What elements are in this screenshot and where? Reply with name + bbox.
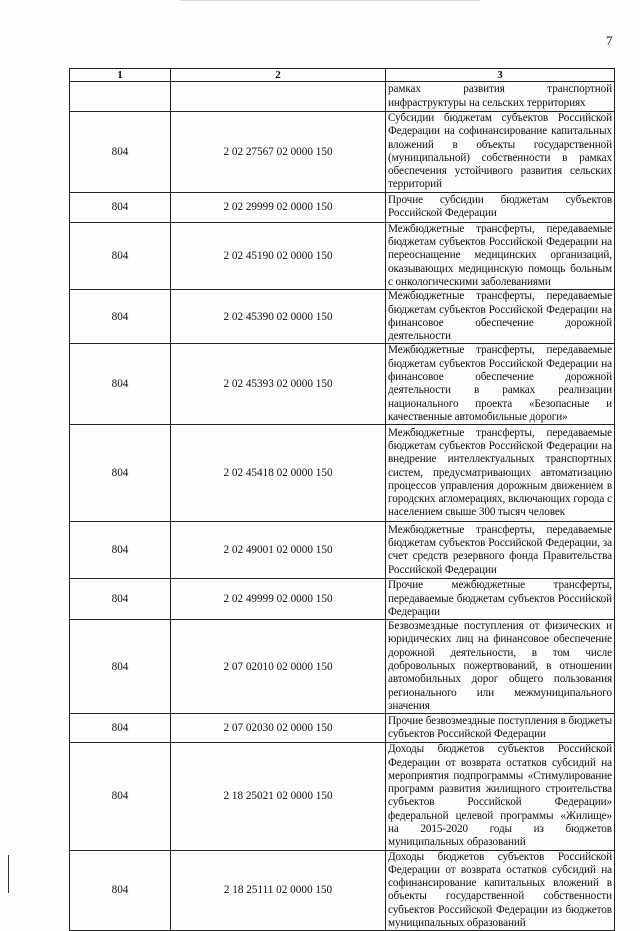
admin-code-cell [70, 82, 171, 112]
column-header-2: 2 [171, 69, 386, 82]
column-header-1: 1 [70, 69, 171, 82]
description-cell: Прочие субсидии бюджетам субъектов Российской Федерации [386, 192, 615, 222]
table-row [70, 425, 615, 522]
table-row [70, 290, 615, 344]
description-cell: Межбюджетные трансферты, передаваемые бюджетам субъектов Российской Федерации на финансовое обеспечение дорожной деятельности [386, 290, 615, 344]
description-cell: Межбюджетные трансферты, передаваемые бюджетам субъектов Российской Федерации на переоснащение медицинских организаций, оказывающих медицинскую помощь больным с онкологическими заболеваниями [386, 222, 615, 289]
table-row [70, 579, 615, 620]
revenue-code-cell: 2 02 49999 02 0000 150 [171, 579, 386, 620]
table-row [70, 344, 615, 425]
revenue-code-cell: 2 02 49001 02 0000 150 [171, 522, 386, 579]
scan-margin-mark [8, 855, 9, 893]
admin-code-cell: 804 [70, 290, 171, 344]
table-row [70, 222, 615, 289]
revenue-code-cell: 2 02 29999 02 0000 150 [171, 192, 386, 222]
revenue-codes-table [69, 68, 615, 931]
description-cell: Межбюджетные трансферты, передаваемые бюджетам субъектов Российской Федерации на внедрение интеллектуальных транспортных систем, предусматривающих автоматизацию процессов управления дорожным движением в городских агломерациях, включающих города с населением свыше 300 тысяч человек [386, 425, 615, 522]
description-cell: Прочие безвозмездные поступления в бюджеты субъектов Российской Федерации [386, 714, 615, 743]
scan-edge-line [180, 0, 480, 1]
revenue-code-cell: 2 07 02010 02 0000 150 [171, 620, 386, 714]
revenue-code-cell: 2 18 25111 02 0000 150 [171, 850, 386, 931]
description-cell: Доходы бюджетов субъектов Российской Федерации от возврата остатков субсидий на софинансирование капитальных вложений в объекты государственной собственности субъектов Российской Федерации из бюджетов муниципальных образований [386, 850, 615, 931]
admin-code-cell: 804 [70, 112, 171, 193]
admin-code-cell: 804 [70, 344, 171, 425]
revenue-code-cell: 2 18 25021 02 0000 150 [171, 743, 386, 850]
revenue-code-cell: 2 07 02030 02 0000 150 [171, 714, 386, 743]
admin-code-cell: 804 [70, 850, 171, 931]
table-row [70, 522, 615, 579]
revenue-code-cell: 2 02 45393 02 0000 150 [171, 344, 386, 425]
revenue-code-cell: 2 02 27567 02 0000 150 [171, 112, 386, 193]
page-number: 7 [606, 33, 613, 48]
description-cell: Доходы бюджетов субъектов Российской Федерации от возврата остатков субсидий на мероприятия подпрограммы «Стимулирование программ развития жилищного строительства субъектов Российской Федерации» федеральной целевой программы «Жилище» на 2015-2020 годы из бюджетов муниципальных образований [386, 743, 615, 850]
table-row [70, 112, 615, 193]
description-cell: Межбюджетные трансферты, передаваемые бюджетам субъектов Российской Федерации на финансовое обеспечение дорожной деятельности в рамках реализации национального проекта «Безопасные и качественные автомобильные дороги» [386, 344, 615, 425]
admin-code-cell: 804 [70, 620, 171, 714]
table-row [70, 850, 615, 931]
admin-code-cell: 804 [70, 579, 171, 620]
description-cell: рамках развития транспортной инфраструктуры на сельских территориях [386, 82, 615, 112]
table-row [70, 714, 615, 743]
admin-code-cell: 804 [70, 222, 171, 289]
revenue-code-cell: 2 02 45190 02 0000 150 [171, 222, 386, 289]
description-cell: Межбюджетные трансферты, передаваемые бюджетам субъектов Российской Федерации, за счет средств резервного фонда Правительства Российской Федерации [386, 522, 615, 579]
admin-code-cell: 804 [70, 743, 171, 850]
admin-code-cell: 804 [70, 714, 171, 743]
table-row [70, 620, 615, 714]
admin-code-cell: 804 [70, 425, 171, 522]
revenue-code-cell: 2 02 45418 02 0000 150 [171, 425, 386, 522]
revenue-code-cell: 2 02 45390 02 0000 150 [171, 290, 386, 344]
table-row [70, 743, 615, 850]
table-header-row [70, 69, 615, 82]
description-cell: Безвозмездные поступления от физических и юридических лиц на финансовое обеспечение дорожной деятельности, в том числе добровольных пожертвований, в отношении автомобильных дорог общего пользования регионального или межмуниципального значения [386, 620, 615, 714]
column-header-3: 3 [386, 69, 615, 82]
description-cell: Субсидии бюджетам субъектов Российской Федерации на софинансирование капитальных вложений в объекты государственной (муниципальной) собственности в рамках обеспечения устойчивого развития сельских территорий [386, 112, 615, 193]
admin-code-cell: 804 [70, 192, 171, 222]
admin-code-cell: 804 [70, 522, 171, 579]
table-row [70, 192, 615, 222]
table-row [70, 82, 615, 112]
description-cell: Прочие межбюджетные трансферты, передаваемые бюджетам субъектов Российской Федерации [386, 579, 615, 620]
revenue-code-cell [171, 82, 386, 112]
